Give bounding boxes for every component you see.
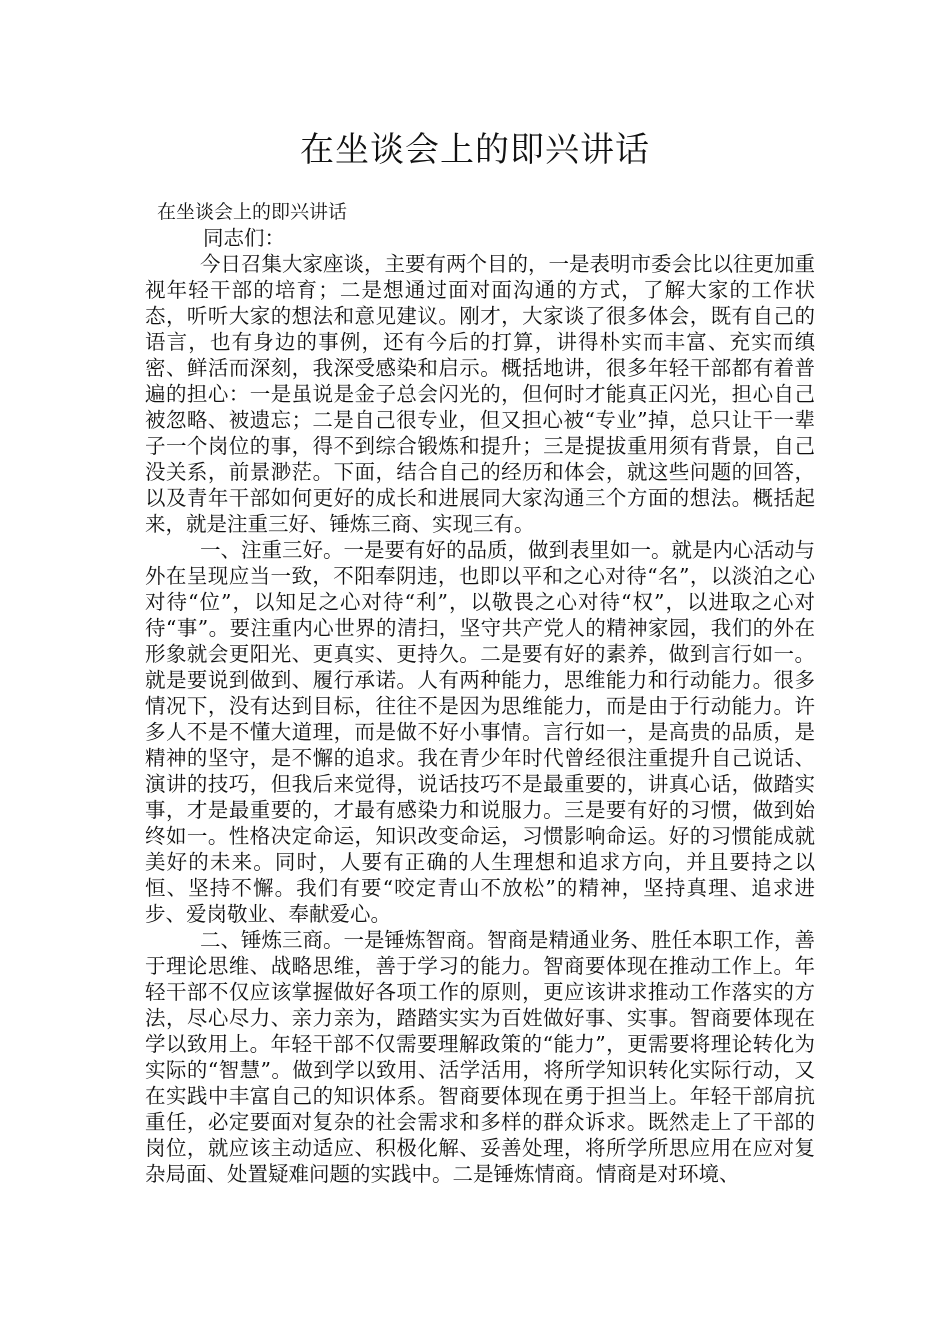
document-body	[145, 225, 815, 1187]
paragraph-intro: 今日召集大家座谈，主要有两个目的，一是表明市委会比以往更加重视年轻干部的培育；二是想通过面对面沟通的方式，了解大家的工作状态，听听大家的想法和意见建议。刚才，大家谈了很多体会，既有自己的语言，也有身边的事例，还有今后的打算，讲得朴实而丰富、充实而缜密、鲜活而深刻，我深受感染和启示。概括地讲，很多年轻干部都有着普遍的担心：一是虽说是金子总会闪光的，但何时才能真正闪光，担心自己被忽略、被遗忘；二是自己很专业，但又担心被“专业”掉，总只让干一辈子一个岗位的事，得不到综合锻炼和提升；三是提拔重用须有背景，自己没关系，前景渺茫。下面，结合自己的经历和体会，就这些问题的回答，以及青年干部如何更好的成长和进展同大家沟通三个方面的想法。概括起来，就是注重三好、锤炼三商、实现三有。	[145, 252, 815, 536]
paragraph-section-two: 二、锤炼三商。一是锤炼智商。智商是精通业务、胜任本职工作，善于理论思维、战略思维，善于学习的能力。智商要体现在推动工作上。年轻干部不仅应该掌握做好各项工作的原则，更应该讲求推动工作落实的方法，尽心尽力、亲力亲为，踏踏实实为百姓做好事、实事。智商要体现在学以致用上。年轻干部不仅需要理解政策的“能力”，更需要将理论转化为实际的“智慧”。做到学以致用、活学活用，将所学知识转化实际行动，又在实践中丰富自己的知识体系。智商要体现在勇于担当上。年轻干部肩抗重任，必定要面对复杂的社会需求和多样的群众诉求。既然走上了干部的岗位，就应该主动适应、积极化解、妥善处理，将所学所思应用在应对复杂局面、处置疑难问题的实践中。二是锤炼情商。情商是对环境、	[145, 928, 815, 1186]
document-title: 在坐谈会上的即兴讲话	[300, 130, 650, 170]
document-subtitle: 在坐谈会上的即兴讲话	[157, 201, 348, 223]
salutation: 同志们：	[203, 226, 285, 250]
paragraph-section-one: 一、注重三好。一是要有好的品质，做到表里如一。就是内心活动与外在呈现应当一致，不阳奉阴违，也即以平和之心对待“名”，以淡泊之心对待“位”，以知足之心对待“利”，以敬畏之心对待“权”，以进取之心对待“事”。要注重内心世界的清扫，坚守共产党人的精神家园，我们的外在形象就会更阳光、更真实、更持久。二是要有好的素养，做到言行如一。就是要说到做到、履行承诺。人有两种能力，思维能力和行动能力。很多情况下，没有达到目标，往往不是因为思维能力，而是由于行动能力。许多人不是不懂大道理，而是做不好小事情。言行如一，是高贵的品质，是精神的坚守，是不懈的追求。我在青少年时代曾经很注重提升自己说话、演讲的技巧，但我后来觉得，说话技巧不是最重要的，讲真心话，做踏实事，才是最重要的，才最有感染力和说服力。三是要有好的习惯，做到始终如一。性格决定命运，知识改变命运，习惯影响命运。好的习惯能成就美好的未来。同时，人要有正确的人生理想和追求方向，并且要持之以恒、坚持不懈。我们有要“咬定青山不放松”的精神，坚持真理、追求进步、爱岗敬业、奉献爱心。	[145, 538, 815, 926]
